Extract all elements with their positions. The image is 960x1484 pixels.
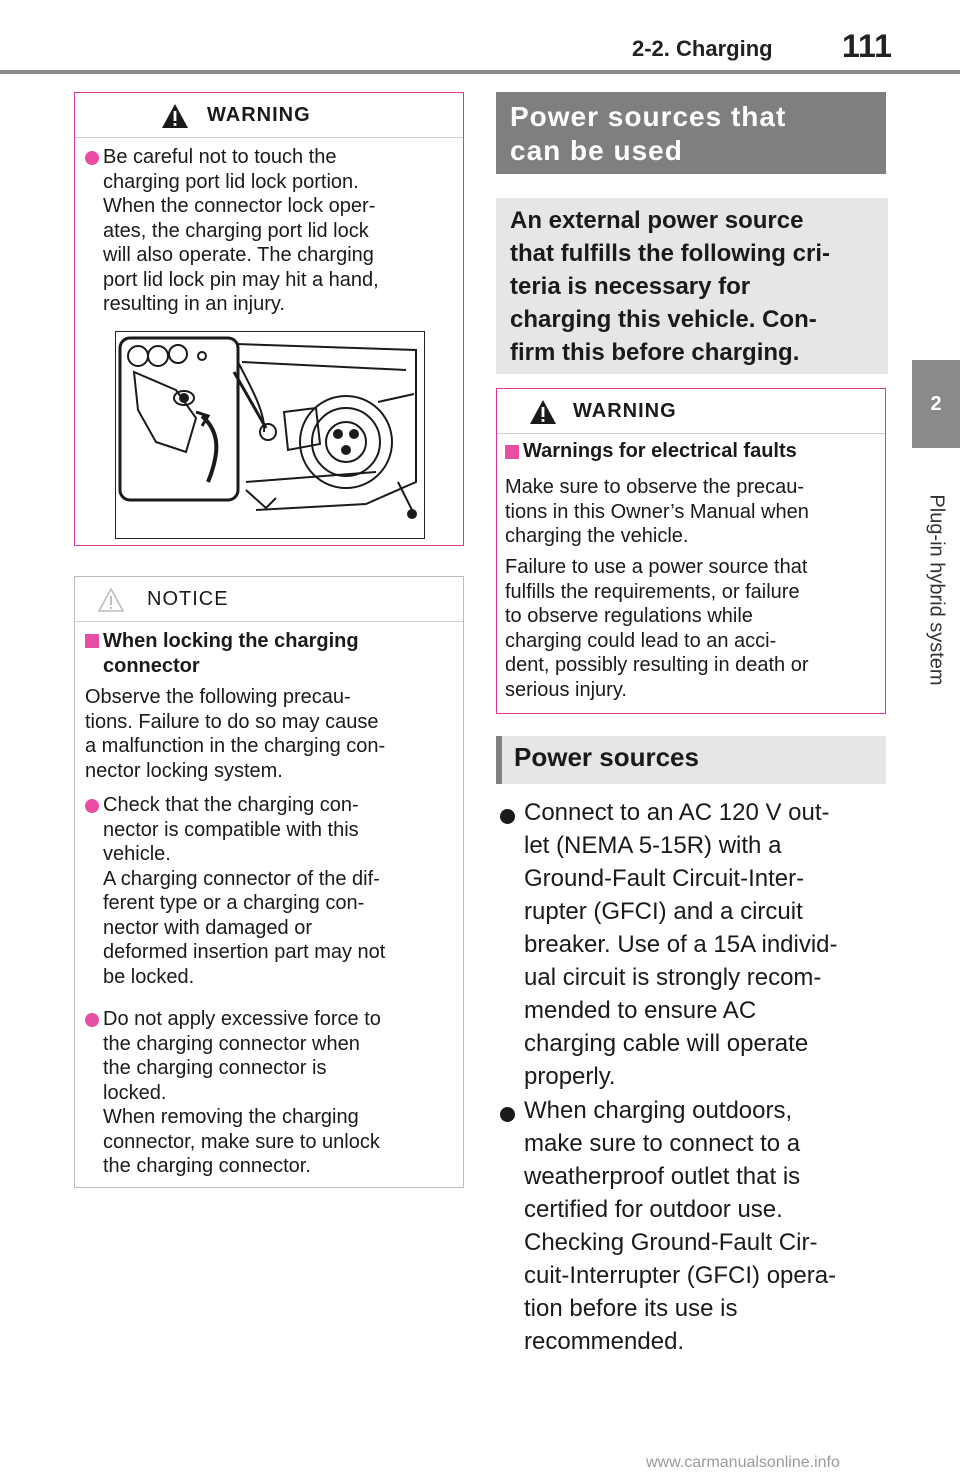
warning-paragraph: Failure to use a power source that fulfills the requirements, or failure to observe regulations while charging could lead to an acci- dent, possibly resulting in death or serious injury. xyxy=(505,556,809,701)
notice-bullet-text: Check that the charging con- nector is compatible with this vehicle. A charging connector of the dif- ferent type or a charging con- nector with damaged or deformed insertion part may not be locked. xyxy=(103,794,386,988)
notice-bullet-text: Do not apply excessive force to the charging connector when the charging connector is locked. When removing the charging connector, make sure to unlock the charging connector. xyxy=(103,1008,381,1177)
bullet-dot-icon xyxy=(500,809,515,824)
power-sources-heading: Power sources xyxy=(496,736,886,784)
notice-subheading: When locking the charging connector xyxy=(103,630,359,677)
notice-title: NOTICE xyxy=(147,588,229,610)
warning-triangle-icon xyxy=(529,399,557,425)
notice-box-locking-connector xyxy=(74,576,464,1188)
section-intro: An external power source that fulfills the following cri- teria is necessary for charging this vehicle. Con- firm this before charging. xyxy=(496,198,888,374)
running-header-section: 2-2. Charging xyxy=(632,36,773,61)
warning-box-electrical-faults xyxy=(496,388,886,714)
warning-box-lid-lock xyxy=(74,92,464,546)
watermark: www.carmanualsonline.info xyxy=(646,1454,840,1471)
power-source-bullet: Connect to an AC 120 V out- let (NEMA 5-15R) with a Ground-Fault Circuit-Inter- rupter (GFCI) and a circuit breaker. Use of a 15A individ- ual circuit is strongly recom- mended to ensure AC charging cable will operate properly. xyxy=(524,799,838,1090)
charging-port-illustration xyxy=(115,331,425,539)
warning-triangle-icon xyxy=(161,103,189,129)
bullet-dot-icon xyxy=(85,151,99,165)
bullet-dot-icon xyxy=(500,1107,515,1122)
header-divider xyxy=(0,70,960,74)
bullet-dot-icon xyxy=(85,1013,99,1027)
power-source-bullet: When charging outdoors, make sure to connect to a weatherproof outlet that is certified for outdoor use. Checking Ground-Fault Cir- cuit-Interrupter (GFCI) opera- tion before its use is recommended. xyxy=(524,1097,837,1355)
square-bullet-icon xyxy=(85,634,99,648)
page-number: 111 xyxy=(842,28,892,64)
notice-intro: Observe the following precau- tions. Failure to do so may cause a malfunction in the charging con- nector locking system. xyxy=(85,686,386,782)
chapter-tab-label: Plug-in hybrid system xyxy=(925,494,948,686)
warning-box-header xyxy=(497,389,885,434)
section-title: Power sources that can be used xyxy=(496,92,886,174)
warning-bullet-text: Be careful not to touch the charging port lid lock portion. When the connector lock oper- ates, the charging port lid lock will also operate. The charging port lid lock pin may hit a hand, resulting in an injury. xyxy=(103,146,379,315)
notice-box-header xyxy=(75,577,463,622)
chapter-tab-number: 2 xyxy=(912,360,960,448)
warning-title: WARNING xyxy=(573,400,677,422)
square-bullet-icon xyxy=(505,445,519,459)
warning-title: WARNING xyxy=(207,104,311,126)
bullet-dot-icon xyxy=(85,799,99,813)
warning-subheading: Warnings for electrical faults xyxy=(523,440,797,462)
warning-box-header xyxy=(75,93,463,138)
notice-triangle-icon xyxy=(97,587,125,613)
warning-paragraph: Make sure to observe the precau- tions in this Owner’s Manual when charging the vehicle. xyxy=(505,476,809,547)
